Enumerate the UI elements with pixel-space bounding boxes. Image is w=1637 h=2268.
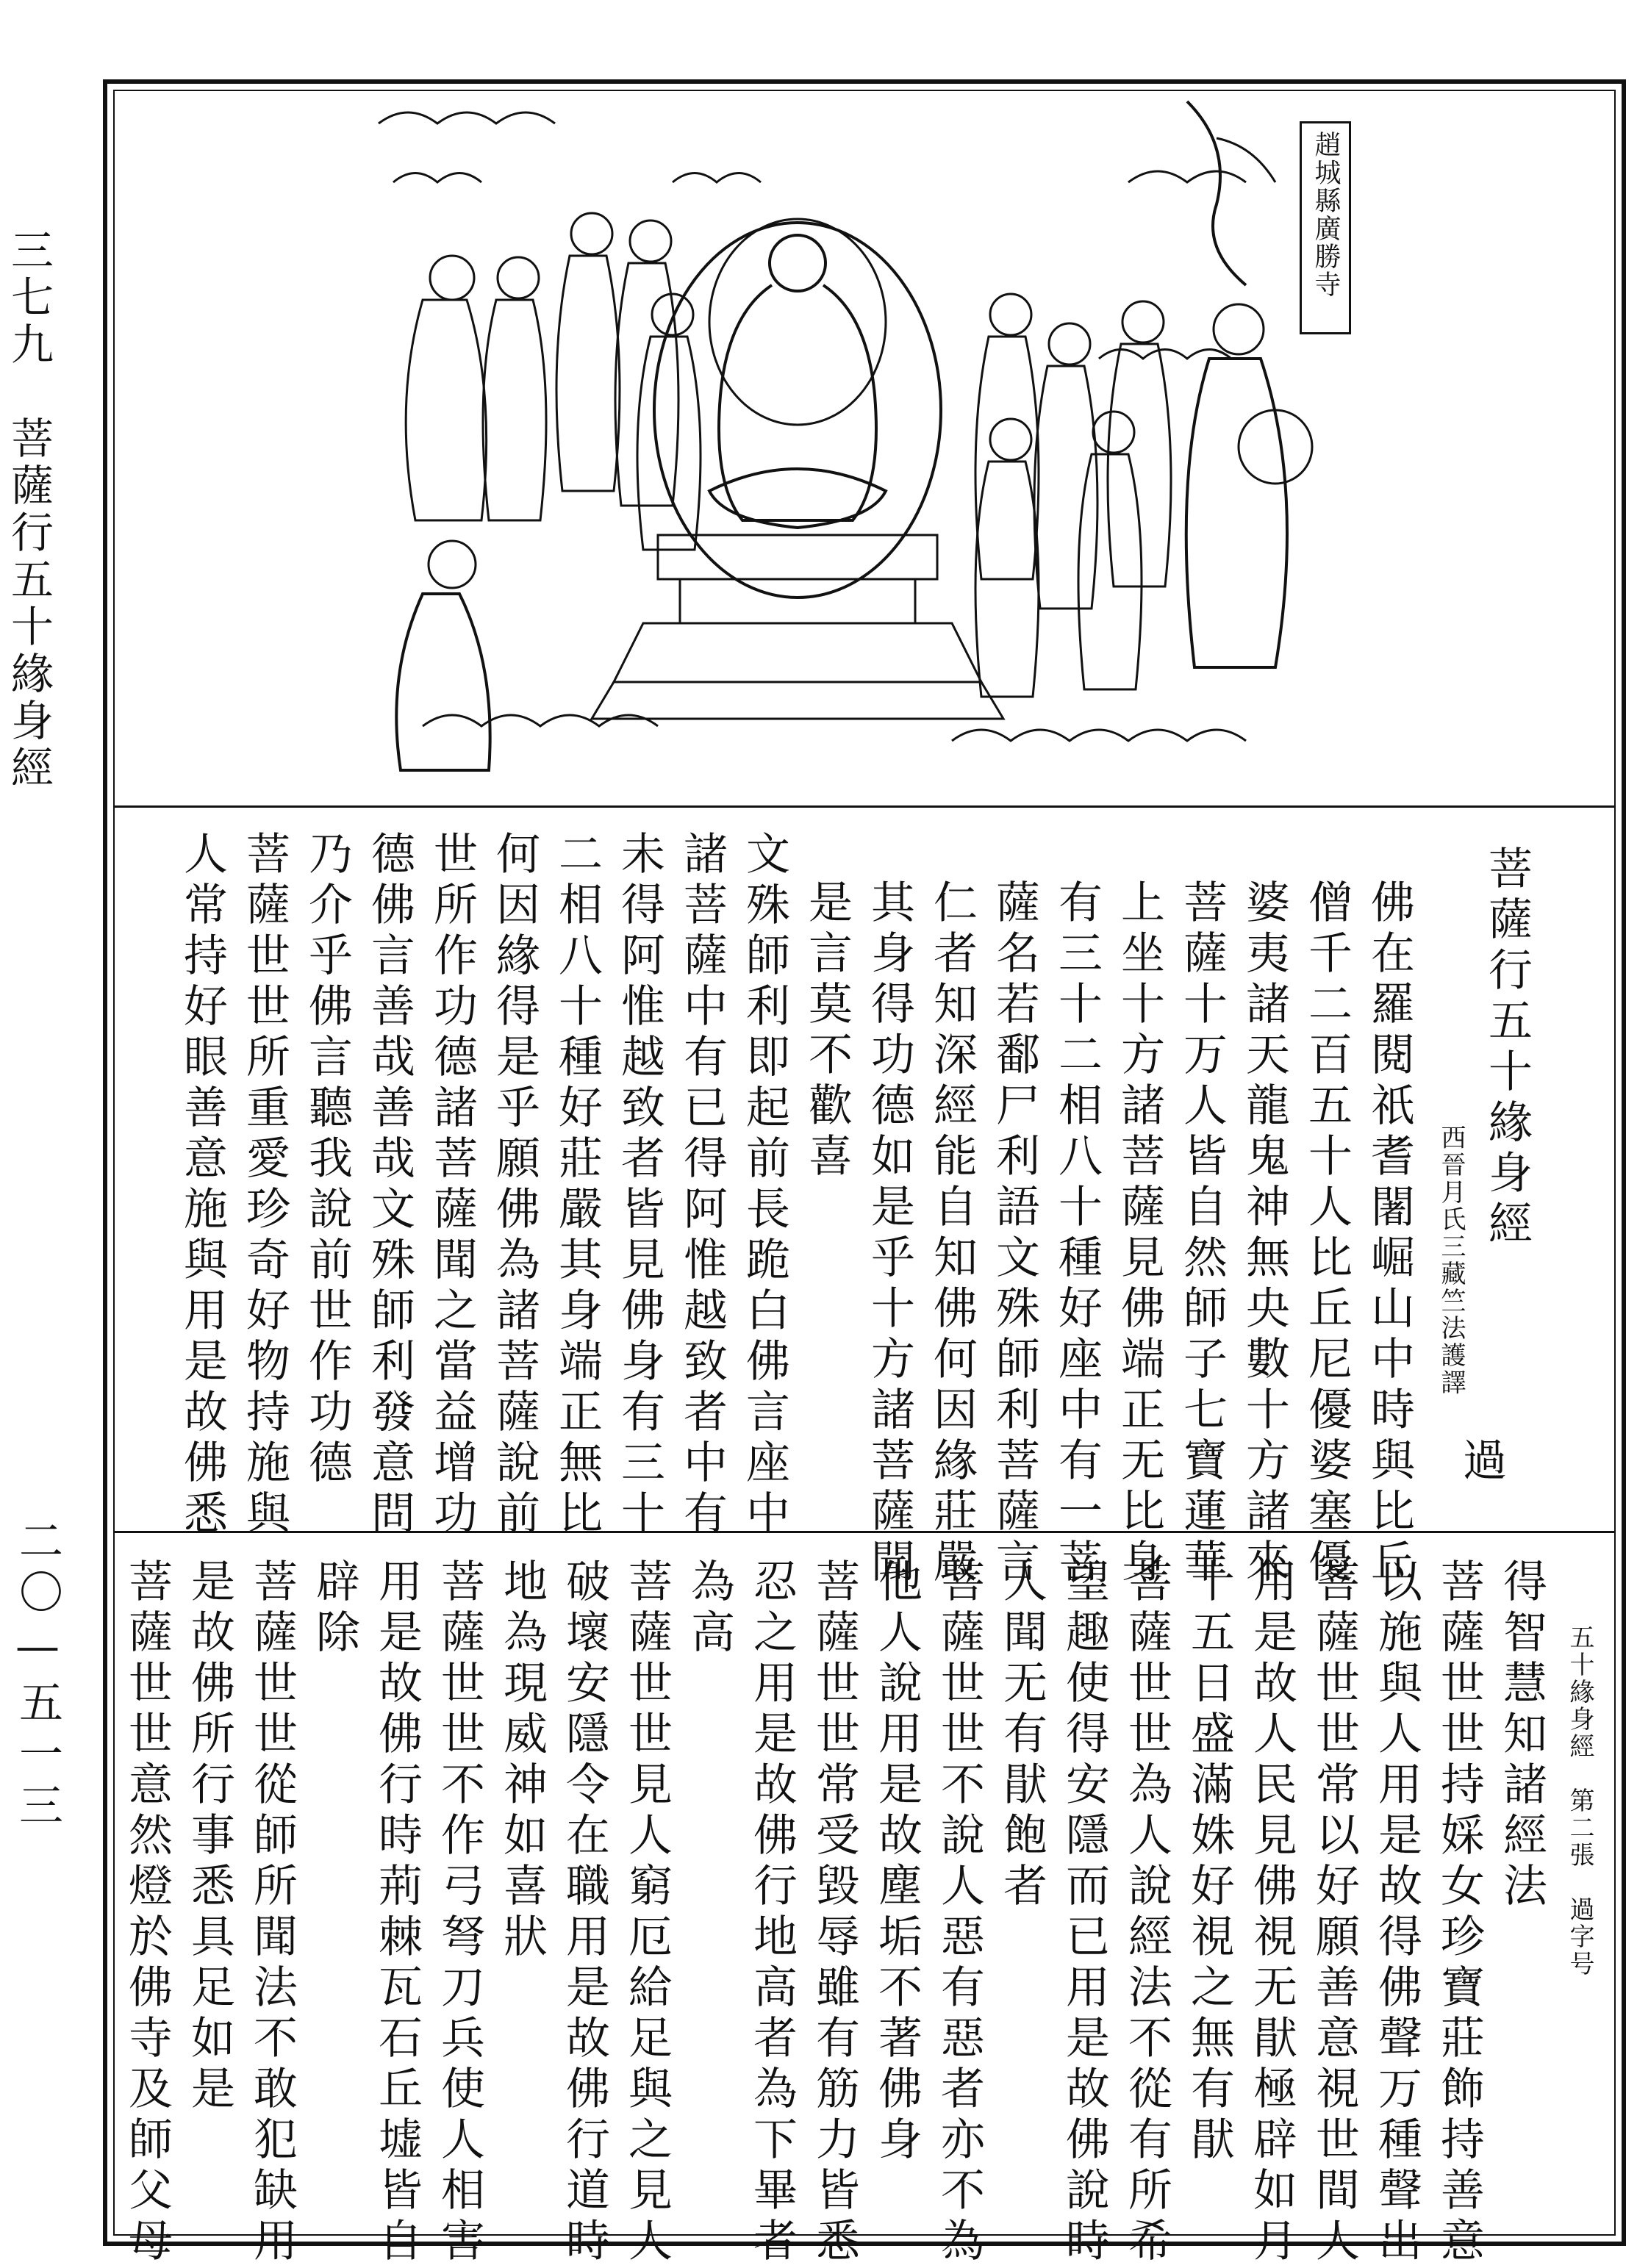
text-line: 是言莫不歡喜 [801,879,853,1183]
char-mark: 過 [1455,1437,1507,1488]
text-line: 菩薩世世見人窮厄給足與之見人 [621,1558,673,2268]
text-line: 菩薩十万人皆自然師子七寶蓮華 [1176,879,1228,1589]
text-line: 德佛言善哉善哉文殊師利發意問 [364,830,415,1540]
text-line: 僧千二百五十人比丘尼優婆塞優 [1301,879,1353,1589]
text-line: 仁者知深經能自知佛何因緣莊嚴 [926,879,978,1589]
text-line: 人常持好眼善意施與用是故佛悉 [176,830,228,1540]
text-line: 人聞无有猒飽者 [996,1558,1047,1913]
text-line: 菩薩世世從師所聞法不敢犯缺用 [246,1558,298,2268]
text-line: 菩薩世世所重愛珍奇好物持施與 [239,830,290,1540]
edition-note: 五十緣身經 第二張 過字号 [1565,1624,1594,1978]
text-line: 菩薩世世不說人惡有惡者亦不為 [934,1558,985,2268]
text-line: 有三十二相八十種好座中有一菩 [1051,879,1103,1589]
text-line: 用是故佛行時荊棘瓦石丘墟皆自 [371,1558,423,2268]
text-line: 上坐十方諸菩薩見佛端正无比身 [1114,879,1165,1589]
text-line: 為高 [684,1558,735,1659]
text-line: 薩名若鄱尸利語文殊師利菩薩言 [989,879,1040,1589]
text-line: 諸菩薩中有已得阿惟越致者中有 [676,830,728,1540]
text-line: 破壞安隱令在職用是故佛行道時 [559,1558,610,2268]
text-line: 二相八十種好莊嚴其身端正無比 [551,830,603,1540]
text-line: 地為現威神如喜狀 [496,1558,548,1964]
text-line: 佛在羅閱祇耆闍崛山中時與比丘 [1364,879,1415,1589]
sutra-title: 菩薩行五十緣身經 [1481,845,1533,1251]
text-line: 世所作功德諸菩薩聞之當益增功 [426,830,478,1540]
rule-illustration [113,805,1616,808]
text-line: 婆夷諸天龍鬼神無央數十方諸來 [1239,879,1290,1589]
text-line: 菩薩世世持婇女珍寶莊飾持善意 [1433,1558,1485,2268]
woodblock-illustration [364,94,1364,792]
text-line: 何因緣得是乎願佛為諸菩薩說前 [489,830,540,1540]
text-line: 他人說用是故塵垢不著佛身 [871,1558,923,2167]
translator-line: 西晉月氏三藏竺法護譯 [1436,1124,1466,1396]
text-line: 以施與人用是故得佛聲万種聲出 [1371,1558,1422,2268]
text-line: 十五日盛滿姝好視之無有猒 [1183,1558,1235,2167]
text-line: 菩薩世世不作弓弩刀兵使人相害 [434,1558,485,2268]
text-line: 辟除 [309,1558,360,1659]
text-line: 其身得功德如是乎十方諸菩薩聞 [864,879,915,1589]
text-line: 乃介乎佛言聽我說前世作功德 [301,830,353,1490]
margin-title: 三七九 菩薩行五十緣身經 [4,228,54,792]
text-line: 用是故人民見佛視无猒極辟如月 [1246,1558,1297,2268]
text-line: 得智慧知諸經法 [1496,1558,1547,1913]
margin-page-number: 二〇—五一三 [12,1518,63,1834]
illustration-cartouche: 趙城縣廣勝寺 [1300,121,1351,334]
text-line: 是故佛所行事悉具足如是 [184,1558,235,2116]
text-line: 菩薩世世常以好願善意視世間人 [1308,1558,1360,2268]
text-line: 望趣使得安隱而已用是故佛說時 [1059,1558,1110,2268]
text-line: 忍之用是故佛行地高者為下畢者 [746,1558,798,2268]
text-line: 菩薩世世意然燈於佛寺及師父母 [121,1558,173,2268]
text-line: 文殊師利即起前長跪白佛言座中 [739,830,790,1540]
text-line: 未得阿惟越致者皆見佛身有三十 [614,830,665,1540]
text-line: 菩薩世世為人說經法不從有所希 [1121,1558,1172,2268]
text-line: 菩薩世世常受毀辱雖有筋力皆悉 [809,1558,860,2268]
